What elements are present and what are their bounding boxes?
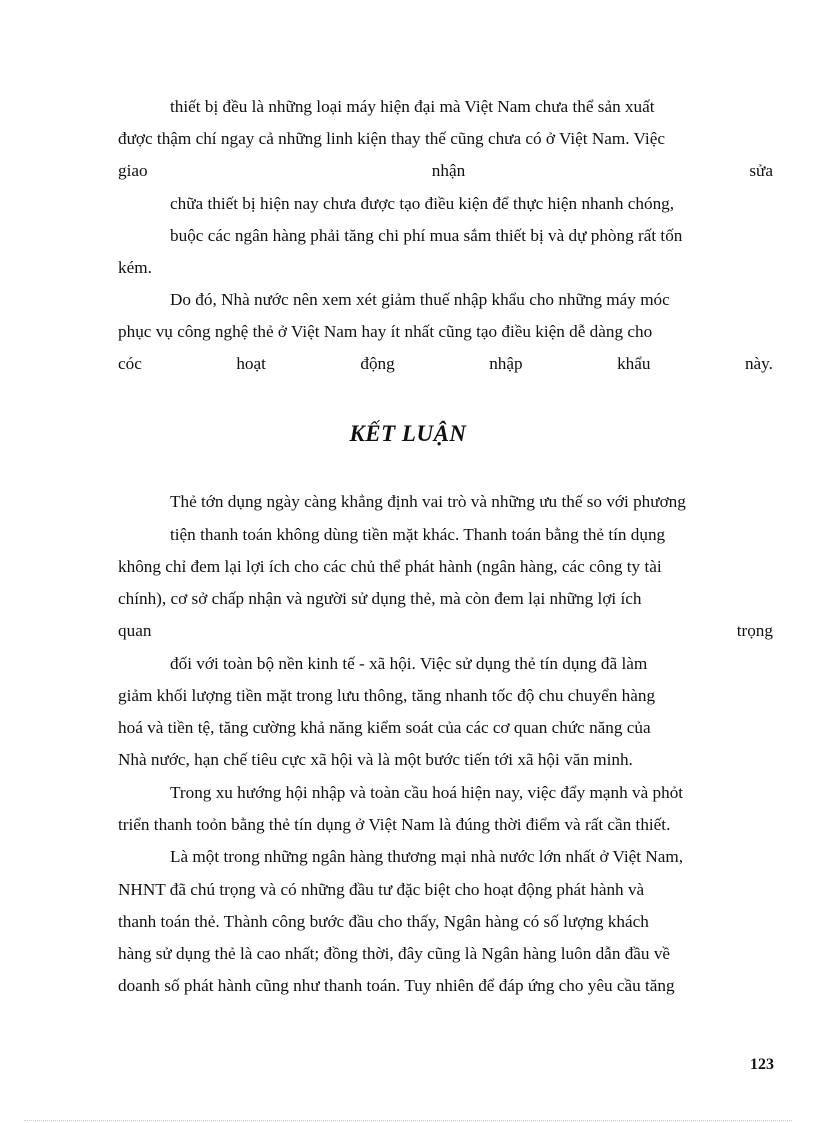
text-segment: động: [360, 354, 395, 373]
body-text-line: [118, 974, 773, 998]
text-segment: hoá và tiền tệ, tăng cường khả năng kiểm soát của các cơ quan chức năng của: [118, 718, 651, 737]
body-text-line: [170, 95, 773, 119]
text-segment: giảm khối lượng tiền mặt trong lưu thông, tăng nhanh tốc độ chu chuyển hàng: [118, 686, 656, 705]
text-segment: nhận: [431, 161, 466, 180]
body-text-line: [170, 288, 773, 312]
text-segment: quan: [118, 621, 152, 640]
body-text-line: [118, 256, 773, 280]
text-segment: sửa: [749, 161, 773, 180]
body-text-line: [118, 878, 773, 902]
body-text-line: [118, 684, 773, 708]
body-text-line: [118, 813, 773, 837]
text-segment: phục vụ công nghệ thẻ ở Việt Nam hay ít nhất cũng tạo điều kiện dễ dàng cho: [118, 322, 653, 341]
text-segment: kém.: [118, 258, 152, 277]
body-text-line: [118, 320, 773, 344]
body-text-line: [118, 352, 773, 376]
text-segment: nhập: [489, 354, 523, 373]
text-segment: Là một trong những ngân hàng thương mại nhà nước lớn nhất ở Việt Nam,: [170, 847, 684, 866]
body-text-line: [170, 845, 773, 869]
text-segment: chính), cơ sở chấp nhận và người sử dụng thẻ, mà còn đem lại những lợi ích: [118, 589, 642, 608]
text-segment: Nhà nước, hạn chế tiêu cực xã hội và là một bước tiến tới xã hội văn minh.: [118, 750, 633, 769]
body-text-line: [118, 159, 773, 183]
text-segment: đối với toàn bộ nền kinh tế - xã hội. Việc sử dụng thẻ tín dụng đã làm: [170, 654, 648, 673]
text-segment: không chỉ đem lại lợi ích cho các chủ thể phát hành (ngân hàng, các công ty tài: [118, 557, 662, 576]
text-segment: thanh toán thẻ. Thành công bước đầu cho thấy, Ngân hàng có số lượng khách: [118, 912, 649, 931]
text-segment: NHNT đã chú trọng và có những đầu tư đặc biệt cho hoạt động phát hành và: [118, 880, 645, 899]
text-segment: giao: [118, 161, 148, 180]
text-segment: khẩu: [617, 354, 651, 373]
body-text-line: [170, 490, 773, 514]
body-text-line: [170, 523, 773, 547]
body-text-line: [118, 619, 773, 643]
body-text-line: [118, 910, 773, 934]
body-text-line: [170, 652, 773, 676]
text-segment: triển thanh toỏn bằng thẻ tín dụng ở Việt Nam là đúng thời điểm và rất cần thiết.: [118, 815, 671, 834]
body-text-line: [118, 748, 773, 772]
text-segment: doanh số phát hành cũng như thanh toán. Tuy nhiên để đáp ứng cho yêu cầu tăng: [118, 976, 675, 995]
body-text-line: [118, 127, 773, 151]
text-segment: trọng: [736, 621, 773, 640]
text-segment: hàng sử dụng thẻ là cao nhất; đồng thời, đây cũng là Ngân hàng luôn dẫn đầu về: [118, 944, 671, 963]
body-text-line: [118, 555, 773, 579]
body-text-line: [118, 716, 773, 740]
page-bottom-divider: [24, 1120, 792, 1121]
text-segment: hoạt: [236, 354, 266, 373]
text-segment: này.: [744, 354, 773, 373]
text-segment: Trong xu hướng hội nhập và toàn cầu hoá hiện nay, việc đẩy mạnh và phỏt: [170, 783, 684, 802]
body-text-line: [170, 192, 773, 216]
text-segment: tiện thanh toán không dùng tiền mặt khác. Thanh toán bằng thẻ tín dụng: [170, 525, 666, 544]
text-segment: thiết bị đều là những loại máy hiện đại mà Việt Nam chưa thể sản xuất: [170, 97, 655, 116]
text-segment: buộc các ngân hàng phải tăng chi phí mua sắm thiết bị và dự phòng rất tốn: [170, 226, 683, 245]
body-text-line: [170, 224, 773, 248]
text-segment: Thẻ tớn dụng ngày càng khẳng định vai trò và những ưu thế so với phương: [170, 492, 686, 511]
body-text-line: [118, 942, 773, 966]
page-number: 123: [750, 1056, 774, 1073]
body-text-line: [170, 781, 773, 805]
text-segment: chữa thiết bị hiện nay chưa được tạo điều kiện để thực hiện nhanh chóng,: [170, 194, 675, 213]
text-segment: được thậm chí ngay cả những linh kiện thay thế cũng chưa có ở Việt Nam. Việc: [118, 129, 665, 148]
section-heading: KẾT LUẬN: [349, 421, 467, 446]
body-text-line: [118, 587, 773, 611]
text-segment: cóc: [118, 354, 142, 373]
text-segment: Do đó, Nhà nước nên xem xét giảm thuế nhập khẩu cho những máy móc: [170, 290, 670, 309]
